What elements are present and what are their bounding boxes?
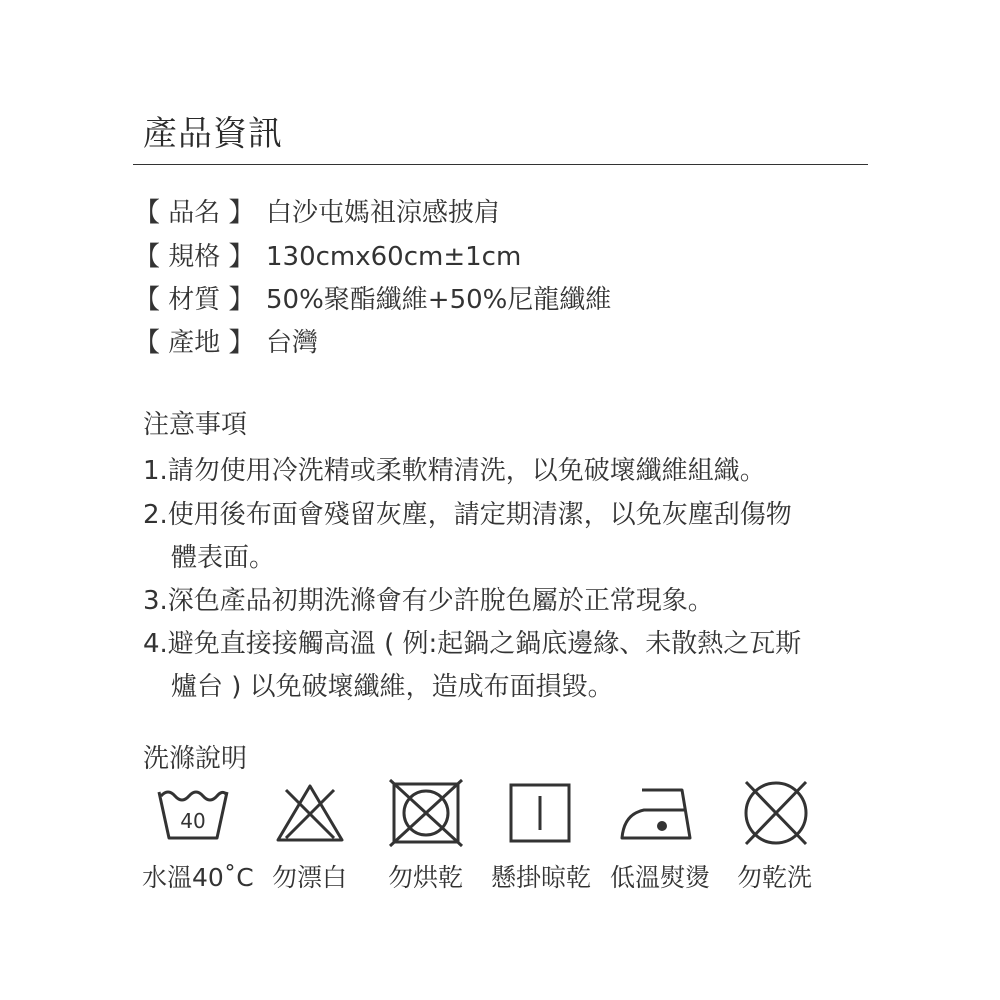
no-dry-clean-icon [738, 782, 814, 844]
wash-40-icon [155, 782, 231, 844]
spec-row-origin [134, 330, 318, 356]
note-line: 4.避免直接接觸高溫 ( 例:起鍋之鍋底邊緣、未散熱之瓦斯 [143, 629, 802, 659]
care-heading: 洗滌說明 [143, 744, 248, 774]
no-tumble-dry-icon [388, 782, 464, 844]
spec-value: 台灣 [266, 328, 319, 358]
title-divider [133, 164, 868, 165]
no-bleach-icon [272, 782, 348, 844]
spec-row-size [134, 244, 521, 270]
note-line-continuation: 體表面。 [171, 543, 276, 573]
spec-label: 【 材質 】 [134, 285, 255, 315]
note-line: 2.使用後布面會殘留灰塵，請定期清潔，以免灰塵刮傷物 [143, 500, 792, 530]
spec-row-name [134, 200, 500, 226]
spec-label: 【 品名 】 [134, 198, 255, 228]
note-line-continuation: 爐台 ) 以免破壞纖維，造成布面損毀。 [171, 672, 614, 702]
spec-label: 【 產地 】 [134, 328, 255, 358]
care-label-iron: 低溫熨燙 [610, 863, 711, 892]
notes-heading: 注意事項 [143, 410, 248, 440]
care-label-dry: 懸掛晾乾 [491, 863, 592, 892]
care-label-bleach: 勿漂白 [272, 863, 348, 892]
spec-label: 【 規格 】 [134, 242, 255, 272]
iron-low-icon [620, 782, 696, 844]
spec-value: 130cmx60cm±1cm [266, 242, 522, 272]
care-label-wash: 水溫40˚C [142, 863, 254, 892]
wash-temp-text: 40 [180, 809, 206, 833]
care-label-dryclean: 勿乾洗 [737, 863, 813, 892]
spec-value: 50%聚酯纖維+50%尼龍纖維 [266, 285, 612, 315]
care-label-tumble: 勿烘乾 [388, 863, 464, 892]
spec-row-material [134, 287, 611, 313]
spec-value: 白沙屯媽祖涼感披肩 [266, 198, 501, 228]
product-info-title: 產品資訊 [143, 114, 283, 154]
line-dry-icon [502, 782, 578, 844]
note-line: 1.請勿使用冷洗精或柔軟精清洗，以免破壞纖維組織。 [143, 456, 766, 486]
note-line: 3.深色產品初期洗滌會有少許脫色屬於正常現象。 [143, 586, 714, 616]
